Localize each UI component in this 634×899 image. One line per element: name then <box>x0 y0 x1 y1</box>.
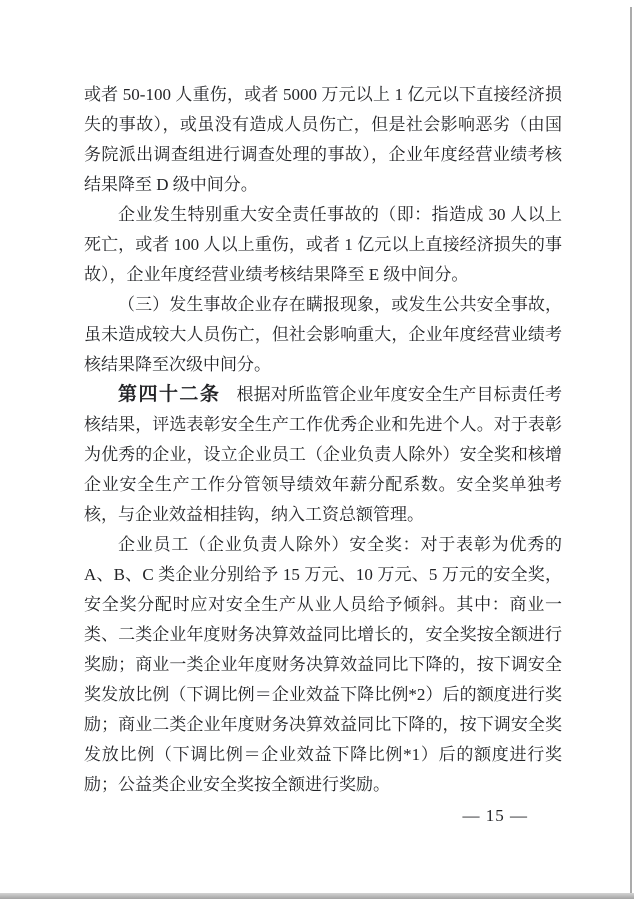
paragraph-continuation: 或者 50-100 人重伤，或者 5000 万元以上 1 亿元以下直接经济损失的事故），或虽没有造成人员伤亡，但是社会影响恶劣（由国务院派出调查组进行调查处理的事故），企业年度经营业绩考核结果降至 D 级中间分。 <box>84 85 562 194</box>
body-text <box>84 80 562 800</box>
paragraph-special-major-accident: 企业发生特别重大安全责任事故的（即：指造成 30 人以上死亡，或者 100 人以上重伤，或者 1 亿元以上直接经济损失的事故），企业年度经营业绩考核结果降至 E 级中间分。 <box>84 205 562 284</box>
page-number: — 15 — <box>462 806 528 825</box>
article-42-body: 根据对所监管企业年度安全生产目标责任考核结果，评选表彰安全生产工作优秀企业和先进个人。对于表彰为优秀的企业，设立企业员工（企业负责人除外）安全奖和核增企业安全生产工作分管领导绩效年薪分配系数。安全奖单独考核，与企业效益相挂钩，纳入工资总额管理。 <box>84 385 563 524</box>
article-number-label: 第四十二条 <box>118 384 221 405</box>
scan-edge-bottom <box>0 893 634 899</box>
paragraph-article-42 <box>84 380 562 530</box>
scan-edge-right <box>630 7 632 899</box>
paragraph-item-three: （三）发生事故企业存在瞒报现象，或发生公共安全事故，虽未造成较大人员伤亡，但社会影响重大，企业年度经营业绩考核结果降至次级中间分。 <box>84 295 562 374</box>
paragraph-safety-award: 企业员工（企业负责人除外）安全奖：对于表彰为优秀的 A、B、C 类企业分别给予 15 万元、10 万元、5 万元的安全奖，安全奖分配时应对安全生产从业人员给予倾斜。其中：商业一类、二类企业年度财务决算效益同比增长的，安全奖按全额进行奖励；商业一类企业年度财务决算效益同比下降的，按下调安全奖发放比例（下调比例＝企业效益下降比例*2）后的额度进行奖励；商业二类企业年度财务决算效益同比下降的，按下调安全奖发放比例（下调比例＝企业效益下降比例*1）后的额度进行奖励；公益类企业安全奖按全额进行奖励。 <box>84 535 562 794</box>
